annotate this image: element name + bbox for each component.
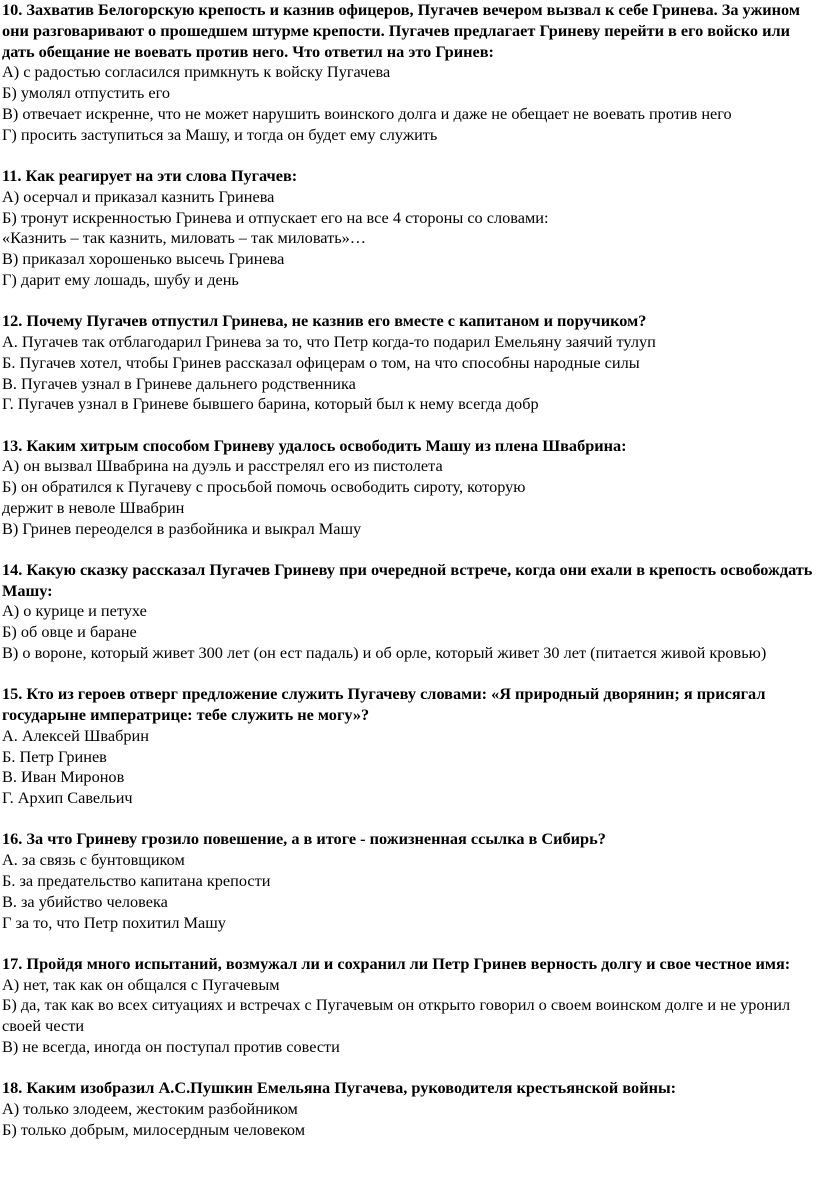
answer-option: Г. Архип Савельич [2,788,133,808]
answer-option: В) отвечает искренне, что не может нарушить воинского долга и даже не обещает не воевать против него [2,103,732,123]
answer-option: Б) об овце и баране [2,622,137,642]
answer-option: «Казнить – так казнить, миловать – так миловать»… [2,228,367,248]
answer-option: А) нет, так как он общался с Пугачевым [2,974,280,994]
question-16 [2,829,816,933]
answer-option: Б. за предательство капитана крепости [2,871,271,891]
question-title: 11. Как реагирует на эти слова Пугачев: [2,165,298,185]
question-15 [2,684,816,809]
answer-option: Б) да, так как во всех ситуациях и встречах с Пугачевым он открыто говорил о своем воинском долге и не уронил своей чести [2,995,791,1036]
question-title: 13. Каким хитрым способом Гриневу удалось освободить Машу из плена Швабрина: [2,435,627,455]
answer-option: А) только злодеем, жестоким разбойником [2,1098,298,1118]
question-18 [2,1078,816,1140]
answer-option: В. Иван Миронов [2,767,125,787]
answer-option: В. Пугачев узнал в Гриневе дальнего родственника [2,373,356,393]
answer-option: Б) умолял отпустить его [2,83,171,103]
answer-option: Г) просить заступиться за Машу, и тогда он будет ему служить [2,124,438,144]
answer-option: А) с радостью согласился примкнуть к войску Пугачева [2,62,391,82]
answer-option: А. за связь с бунтовщиком [2,850,185,870]
question-13 [2,436,816,540]
answer-option: В) о вороне, который живет 300 лет (он ест падаль) и об орле, который живет 30 лет (питается живой кровью) [2,643,767,663]
answer-option: А. Пугачев так отблагодарил Гринева за то, что Петр когда-то подарил Емельяну заячий тулуп [2,331,656,351]
answer-option: Г. Пугачев узнал в Гриневе бывшего барина, который был к нему всегда добр [2,394,539,414]
answer-option: В. за убийство человека [2,891,168,911]
question-17 [2,954,816,1058]
question-14 [2,560,816,664]
answer-option: держит в неволе Швабрин [2,497,185,517]
question-title: 18. Каким изобразил А.С.Пушкин Емельяна Пугачева, руководителя крестьянской войны: [2,1078,677,1098]
question-title: 10. Захватив Белогорскую крепость и казнив офицеров, Пугачев вечером вызвал к себе Гринева. За ужином они разговаривают о прошедшем штурме крепости. Пугачев предлагает Гриневу перейти в его войско или дать обещание не воевать против него. Что ответил на это Гринев: [2,0,800,61]
answer-option: В) Гринев переоделся в разбойника и выкрал Машу [2,518,362,538]
answer-option: А) о курице и петухе [2,601,147,621]
answer-option: В) приказал хорошенько высечь Гринева [2,249,285,269]
question-title: 15. Кто из героев отверг предложение служить Пугачеву словами: «Я природный дворянин; я присягал государыне императрице: тебе служить не могу»? [2,684,766,725]
answer-option: Г) дарит ему лошадь, шубу и день [2,269,239,289]
answer-option: Б) он обратился к Пугачеву с просьбой помочь освободить сироту, которую [2,477,526,497]
answer-option: Б. Пугачев хотел, чтобы Гринев рассказал офицерам о том, на что способны народные силы [2,352,640,372]
question-12 [2,311,816,415]
question-title: 16. За что Гриневу грозило повешение, а в итоге - пожизненная ссылка в Сибирь? [2,829,606,849]
answer-option: Б) только добрым, милосердным человеком [2,1119,306,1139]
answer-option: Б. Петр Гринев [2,746,107,766]
question-title: 17. Пройдя много испытаний, возмужал ли и сохранил ли Петр Гринев верность долгу и свое честное имя: [2,953,791,973]
answer-option: А) осерчал и приказал казнить Гринева [2,186,275,206]
question-10 [2,0,816,146]
question-title: 12. Почему Пугачев отпустил Гринева, не казнив его вместе с капитаном и поручиком? [2,311,647,331]
answer-option: Б) тронут искренностью Гринева и отпускает его на все 4 стороны со словами: [2,207,549,227]
answer-option: Г за то, что Петр похитил Машу [2,912,226,932]
answer-option: В) не всегда, иногда он поступал против совести [2,1037,340,1056]
answer-option: А) он вызвал Швабрина на дуэль и расстрелял его из пистолета [2,456,443,476]
question-title: 14. Какую сказку рассказал Пугачев Гриневу при очередной встрече, когда они ехали в крепость освобождать Машу: [2,559,813,600]
question-11 [2,166,816,291]
answer-option: А. Алексей Швабрин [2,725,149,745]
